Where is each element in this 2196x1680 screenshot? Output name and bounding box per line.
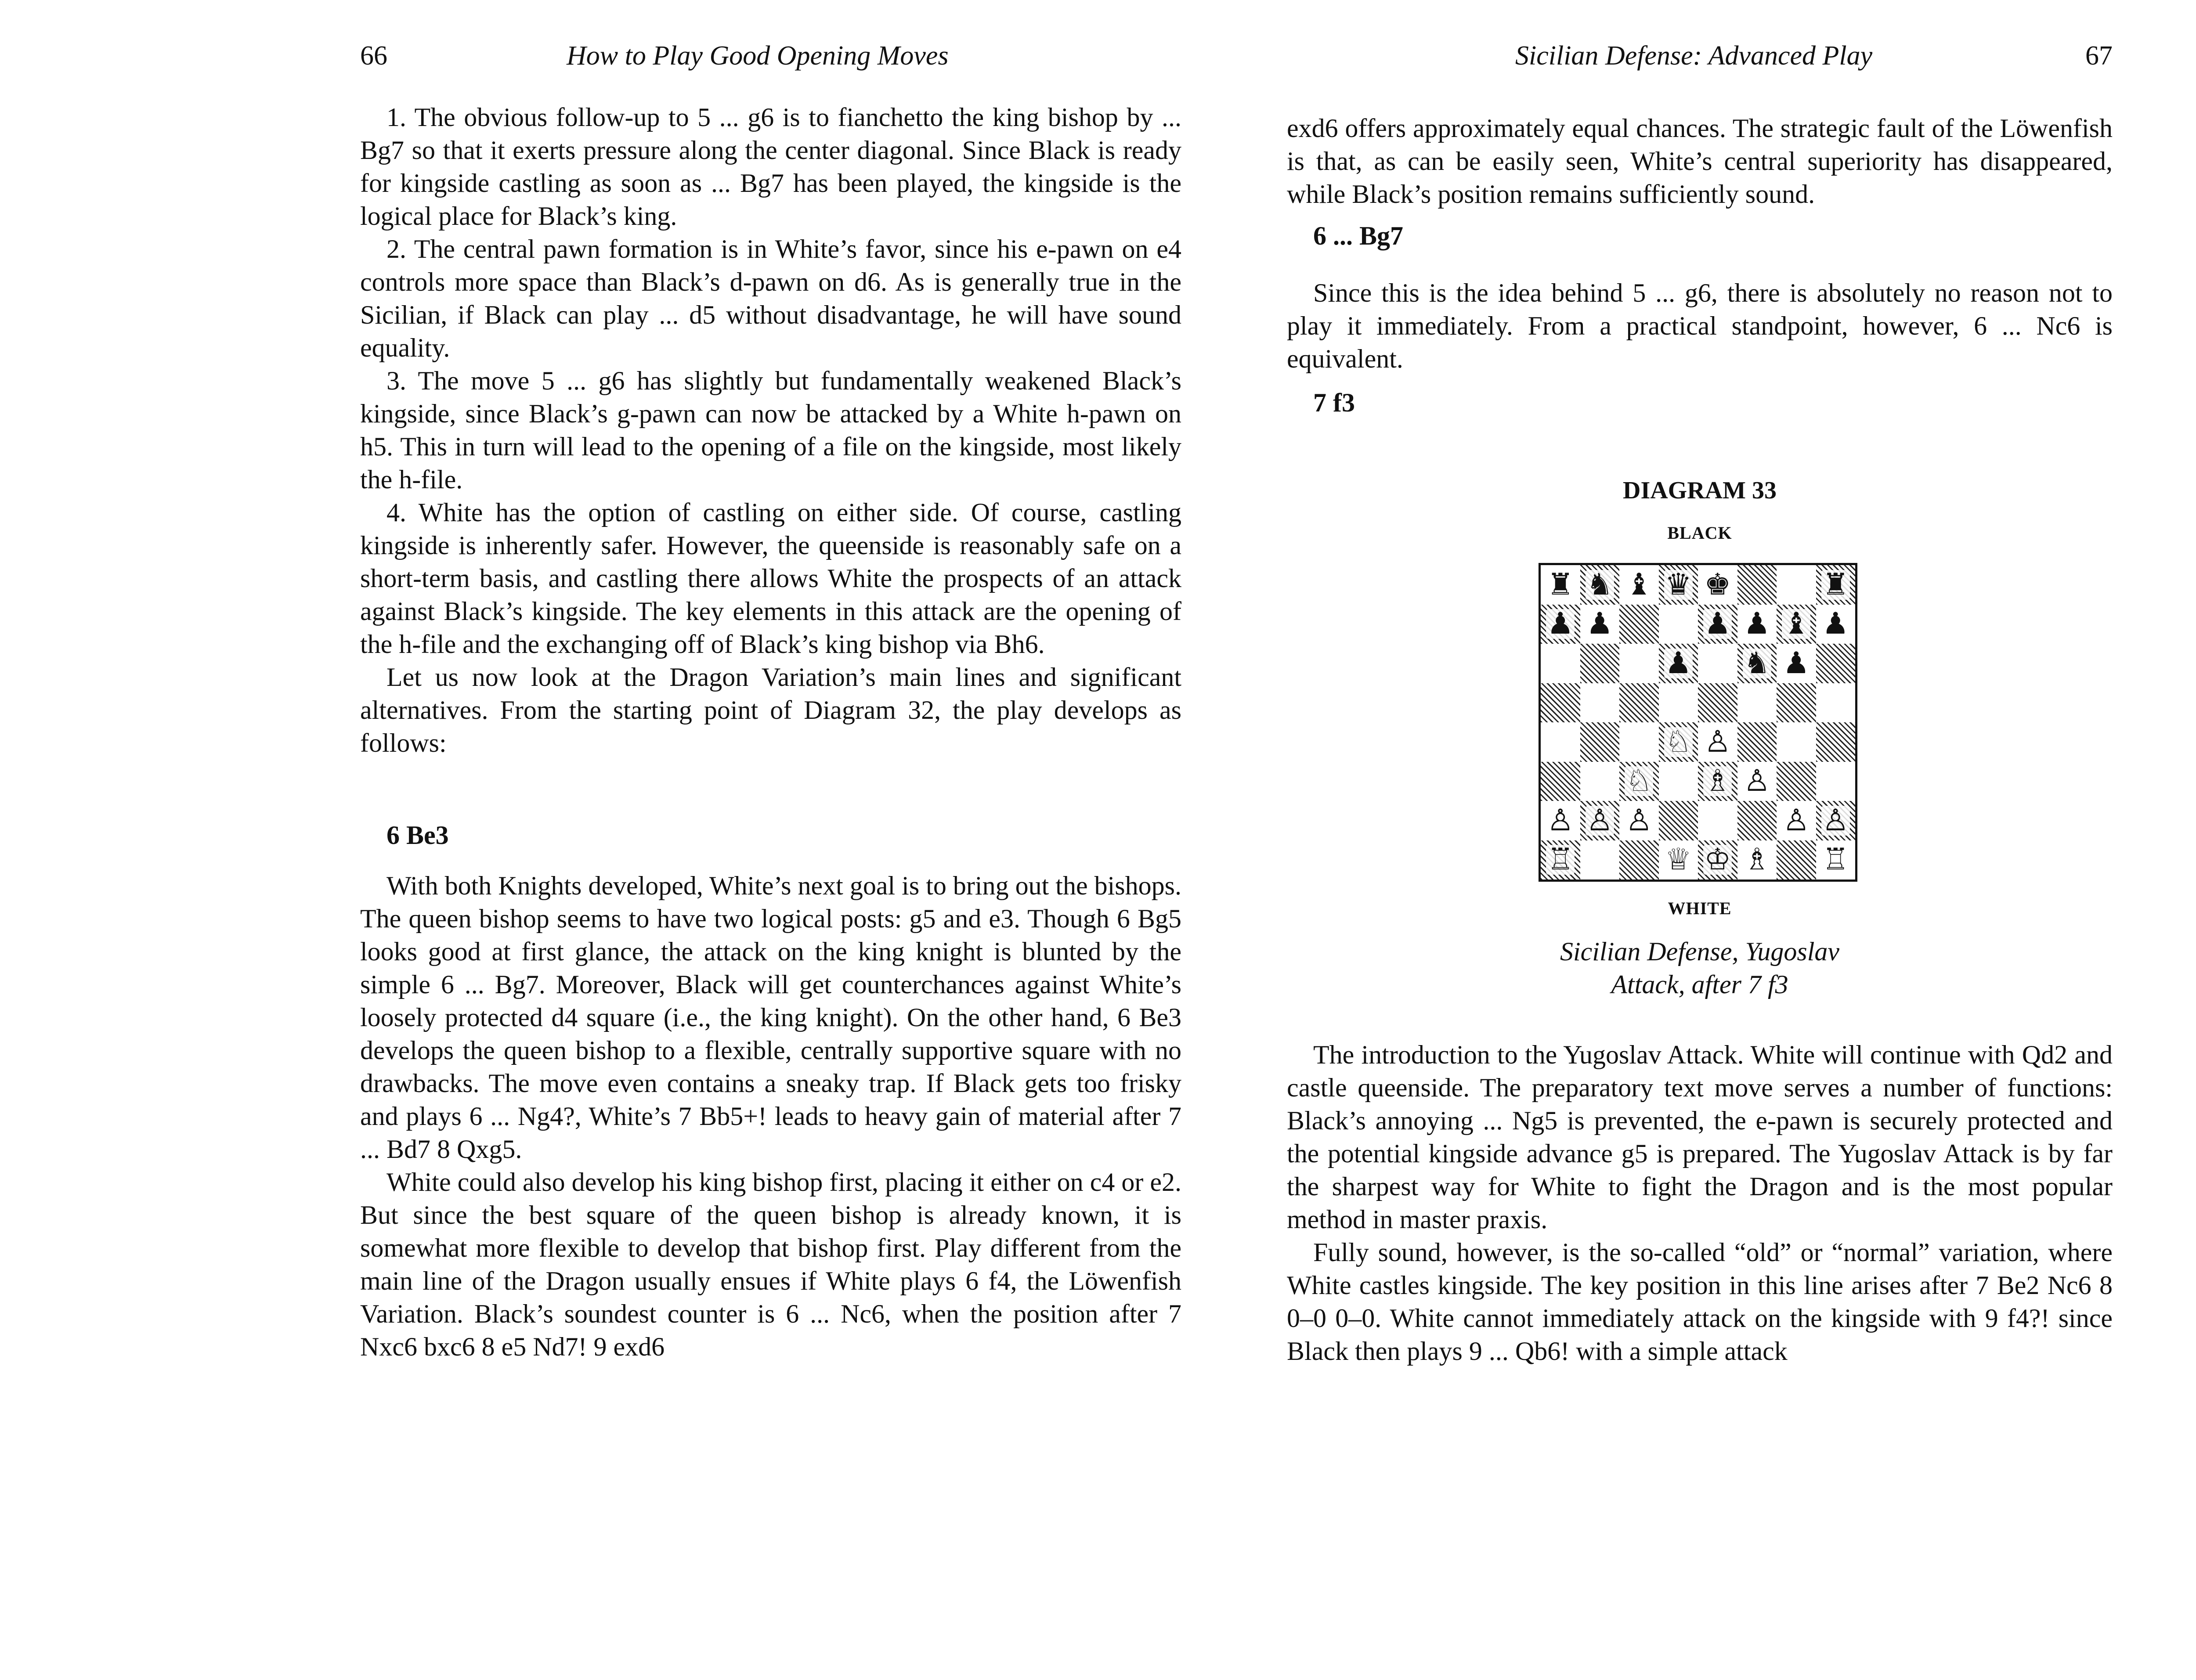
board-square-d5 [1659, 683, 1698, 723]
right-text-block-2 [1287, 277, 2113, 375]
chess-piece-icon: ♙ [1547, 803, 1574, 838]
chess-piece-icon: ♟ [1822, 606, 1849, 642]
board-square-h4 [1816, 722, 1856, 762]
chess-piece-icon: ♗ [1704, 764, 1731, 799]
chess-piece-icon: ♝ [1783, 606, 1810, 642]
diagram-white-label: WHITE [1668, 898, 1732, 918]
chess-piece-icon: ♝ [1625, 567, 1653, 602]
diagram-caption [1287, 935, 2113, 1001]
board-square-g2 [1777, 801, 1816, 840]
chess-piece-icon: ♘ [1625, 764, 1653, 799]
board-square-b7 [1580, 605, 1620, 644]
running-head-title: How to Play Good Opening Moves [567, 41, 949, 71]
chess-piece-icon: ♙ [1625, 803, 1653, 838]
right-text-block-3 [1287, 1038, 2113, 1368]
board-square-c7 [1619, 605, 1659, 644]
paragraph: White could also develop his king bishop first, placing it either on c4 or e2. But since the best square of the queen bishop is already known, it is somewhat more flexible to develop that bishop first. Play different from the main line of the Dragon usually ensues if White plays 6 f4, the Löwenfish Variation. Black’s soundest counter is 6 ... Nc6, when the position after 7 Nxc6 bxc6 8 e5 Nd7! 9 exd6 [360, 1168, 1181, 1361]
board-square-g7 [1777, 605, 1816, 644]
board-square-b4 [1580, 722, 1620, 762]
chess-piece-icon: ♟ [1665, 645, 1692, 681]
paragraph: exd6 offers approximately equal chances. The strategic fault of the Löwenfish is that, as can be easily seen, White’s central superiority has disappeared, while Black’s position remains sufficiently sound. [1287, 114, 2113, 209]
move-heading: 6 ... Bg7 [1313, 221, 1404, 250]
board-square-a6 [1541, 644, 1580, 683]
board-square-h7 [1816, 605, 1856, 644]
chess-piece-icon: ♙ [1586, 803, 1613, 838]
board-square-f4 [1737, 722, 1777, 762]
board-square-e2 [1698, 801, 1737, 840]
chess-piece-icon: ♟ [1586, 606, 1613, 642]
board-square-d4 [1659, 722, 1698, 762]
board-square-c5 [1619, 683, 1659, 723]
board-square-a5 [1541, 683, 1580, 723]
paragraph: 3. The move 5 ... g6 has slightly but fundamentally weakened Black’s kingside, since Black’s g-pawn can now be attacked by a White h-pawn on h5. This in turn will lead to the opening of a file on the kingside, most likely the h-file. [360, 366, 1181, 494]
board-square-c1 [1619, 840, 1659, 880]
board-square-d2 [1659, 801, 1698, 840]
board-square-a8 [1541, 565, 1580, 605]
board-square-b6 [1580, 644, 1620, 683]
page-number: 66 [360, 41, 387, 71]
board-square-c4 [1619, 722, 1659, 762]
chess-piece-icon: ♜ [1822, 567, 1849, 602]
paragraph: The introduction to the Yugoslav Attack. White will continue with Qd2 and castle queenside. The preparatory text move serves a number of functions: Black’s annoying ... Ng5 is prevented, the e-pawn is securely protected and the potential kingside advance g5 is prepared. The Yugoslav Attack is by far the sharpest way for White to fight the Dragon and is the most popular method in master praxis. [1287, 1040, 2113, 1234]
chess-piece-icon: ♘ [1665, 724, 1692, 759]
board-square-h6 [1816, 644, 1856, 683]
page-number: 67 [2085, 41, 2113, 71]
chess-piece-icon: ♞ [1586, 567, 1613, 602]
paragraph: 1. The obvious follow-up to 5 ... g6 is to fianchetto the king bishop by ... Bg7 so that it exerts pressure along the center diagonal. Since Black is ready for kingside castling as soon as ... Bg7 has been played, the kingside is the logical place for Black’s king. [360, 103, 1181, 231]
board-square-a3 [1541, 762, 1580, 801]
chess-piece-icon: ♞ [1743, 645, 1770, 681]
board-square-h1 [1816, 840, 1856, 880]
left-text-block-1 [360, 101, 1181, 760]
paragraph: Let us now look at the Dragon Variation’s main lines and significant alternatives. From the starting point of Diagram 32, the play develops as follows: [360, 663, 1181, 757]
chess-piece-icon: ♙ [1783, 803, 1810, 838]
board-square-f5 [1737, 683, 1777, 723]
chess-piece-icon: ♙ [1704, 724, 1731, 759]
chess-piece-icon: ♖ [1547, 842, 1574, 877]
chess-piece-icon: ♙ [1822, 803, 1849, 838]
board-square-d3 [1659, 762, 1698, 801]
board-square-a7 [1541, 605, 1580, 644]
right-page [1287, 0, 2113, 1680]
board-square-c2 [1619, 801, 1659, 840]
board-square-f7 [1737, 605, 1777, 644]
chess-piece-icon: ♚ [1704, 567, 1731, 602]
board-square-a4 [1541, 722, 1580, 762]
board-square-h5 [1816, 683, 1856, 723]
running-head-title: Sicilian Defense: Advanced Play [1515, 41, 1873, 71]
board-square-e4 [1698, 722, 1737, 762]
left-text-block-2 [360, 869, 1181, 1363]
move-heading: 6 Be3 [386, 821, 449, 850]
chess-piece-icon: ♟ [1547, 606, 1574, 642]
board-square-e3 [1698, 762, 1737, 801]
board-square-e5 [1698, 683, 1737, 723]
chess-piece-icon: ♜ [1547, 567, 1574, 602]
chess-board [1539, 563, 1857, 882]
board-square-b3 [1580, 762, 1620, 801]
right-running-head [1287, 40, 2113, 80]
board-square-g1 [1777, 840, 1816, 880]
board-square-c6 [1619, 644, 1659, 683]
board-square-d1 [1659, 840, 1698, 880]
right-text-block-1 [1287, 112, 2113, 211]
board-square-h3 [1816, 762, 1856, 801]
board-square-e7 [1698, 605, 1737, 644]
board-square-d8 [1659, 565, 1698, 605]
chess-piece-icon: ♙ [1743, 764, 1770, 799]
paragraph: With both Knights developed, White’s next goal is to bring out the bishops. The queen bishop seems to have two logical posts: g5 and e3. Though 6 Bg5 looks good at first glance, the attack on the king knight is blunted by the simple 6 ... Bg7. Moreover, Black will get counterchances against White’s loosely protected d4 square (i.e., the king knight). On the other hand, 6 Be3 develops the queen bishop to a flexible, centrally supportive square with no drawbacks. The move even contains a sneaky trap. If Black gets too frisky and plays 6 ... Ng4?, White’s 7 Bb5+! leads to heavy gain of material after 7 ... Bd7 8 Qxg5. [360, 871, 1181, 1164]
caption-line: Sicilian Defense, Yugoslav [1560, 937, 1840, 966]
board-square-h8 [1816, 565, 1856, 605]
left-page [360, 0, 1181, 1680]
board-square-g8 [1777, 565, 1816, 605]
board-square-a1 [1541, 840, 1580, 880]
paragraph: Fully sound, however, is the so-called “old” or “normal” variation, where White castles kingside. The key position in this line arises after 7 Be2 Nc6 8 0–0 0–0. White cannot immediately attack on the kingside with 9 f4?! since Black then plays 9 ... Qb6! with a simple attack [1287, 1238, 2113, 1366]
left-running-head [360, 40, 1181, 80]
chess-piece-icon: ♔ [1704, 842, 1731, 877]
diagram-black-label: BLACK [1667, 523, 1732, 543]
board-square-f6 [1737, 644, 1777, 683]
chess-piece-icon: ♗ [1743, 842, 1770, 877]
board-square-c3 [1619, 762, 1659, 801]
diagram-title: DIAGRAM 33 [1623, 477, 1777, 504]
board-square-f2 [1737, 801, 1777, 840]
board-square-g5 [1777, 683, 1816, 723]
board-square-b5 [1580, 683, 1620, 723]
board-square-b1 [1580, 840, 1620, 880]
board-square-b2 [1580, 801, 1620, 840]
paragraph: 2. The central pawn formation is in White’s favor, since his e-pawn on e4 controls more space than Black’s d-pawn on d6. As is generally true in the Sicilian, if Black can play ... d5 without disadvantage, he will have sound equality. [360, 234, 1181, 362]
board-square-e1 [1698, 840, 1737, 880]
board-square-e6 [1698, 644, 1737, 683]
move-heading: 7 f3 [1313, 388, 1355, 417]
chess-piece-icon: ♟ [1704, 606, 1731, 642]
chess-piece-icon: ♕ [1665, 842, 1692, 877]
paragraph: Since this is the idea behind 5 ... g6, there is absolutely no reason not to play it immediately. From a practical standpoint, however, 6 ... Nc6 is equivalent. [1287, 278, 2113, 373]
caption-line: Attack, after 7 f3 [1611, 970, 1788, 999]
board-square-d6 [1659, 644, 1698, 683]
paragraph: 4. White has the option of castling on either side. Of course, castling kingside is inherently safer. However, the queenside is reasonably safe on a short-term basis, and castling there allows White the prospects of an attack against Black’s kingside. The key elements in this attack are the opening of the h-file and the exchanging off of Black’s king bishop via Bh6. [360, 498, 1181, 659]
board-square-g3 [1777, 762, 1816, 801]
board-square-f3 [1737, 762, 1777, 801]
board-square-b8 [1580, 565, 1620, 605]
chess-piece-icon: ♟ [1783, 645, 1810, 681]
board-square-f8 [1737, 565, 1777, 605]
chess-piece-icon: ♟ [1743, 606, 1770, 642]
board-square-h2 [1816, 801, 1856, 840]
board-square-c8 [1619, 565, 1659, 605]
board-square-g6 [1777, 644, 1816, 683]
board-square-g4 [1777, 722, 1816, 762]
board-square-a2 [1541, 801, 1580, 840]
chess-piece-icon: ♖ [1822, 842, 1849, 877]
board-square-f1 [1737, 840, 1777, 880]
chess-piece-icon: ♛ [1665, 567, 1692, 602]
board-square-d7 [1659, 605, 1698, 644]
board-square-e8 [1698, 565, 1737, 605]
